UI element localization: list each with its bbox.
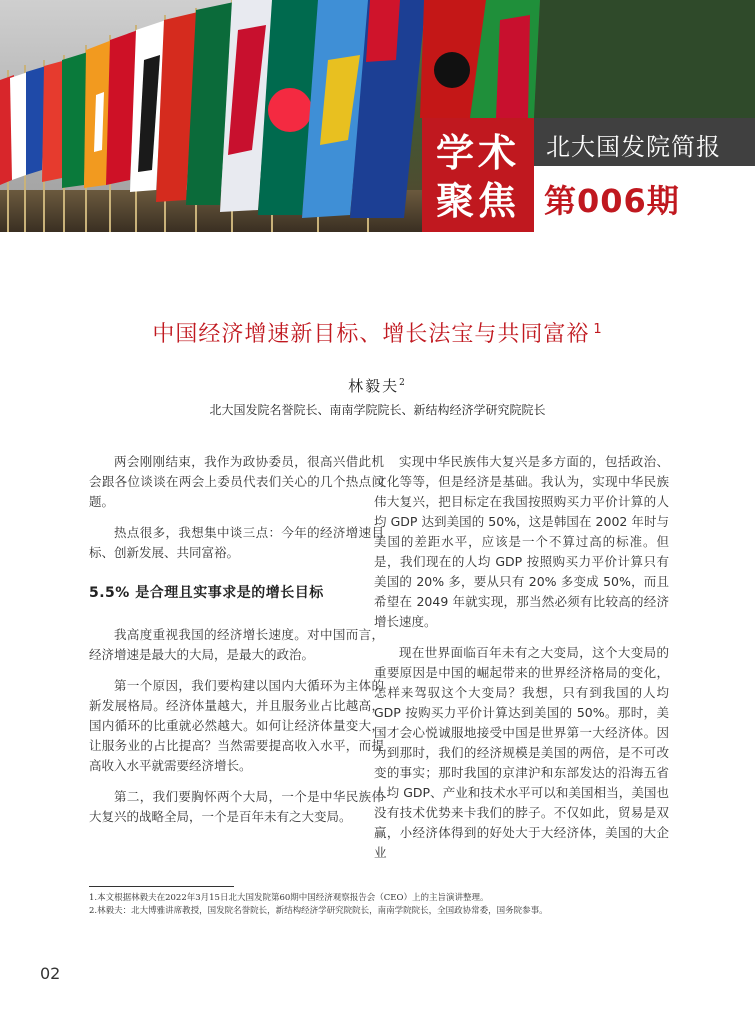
paragraph: 第二，我们要胸怀两个大局，一个是中华民族伟大复兴的战略全局，一个是百年未有之大变局。 [89,789,384,824]
footnote-2: 2.林毅夫：北大博雅讲席教授，国发院名誉院长，新结构经济学研究院院长，南南学院院长，全国政协常委，国务院参事。 [89,906,548,916]
journal-name: 北大国发院简报 [546,133,721,161]
journal-name-bar [534,118,755,166]
section-heading: 5.5% 是合理且实事求是的增长目标 [89,585,324,601]
footnotes [89,892,689,918]
article-title-text: 中国经济增速新目标、增长法宝与共同富裕 [152,322,590,347]
article-author [0,375,755,396]
footnote-1: 1.本文根据林毅夫在2022年3月15日北大国发院第60期中国经济观察报告会（CEO）上的主旨演讲整理。 [89,893,489,903]
article-title [0,317,755,348]
paragraph: 现在世界面临百年未有之大变局，这个大变局的重要原因是中国的崛起带来的世界经济格局的变化，怎样来驾驭这个大变局？我想，只有到我国的人均 GDP 按购买力平价计算达到美国的 50%。那时，美国才会心悦诚服地接受中国是世界第一大经济体。因为到那时，我们的经济规模是美国的两倍，是不可改变的事实；那时我国的京津沪和东部发达的沿海五省人均 GDP、产业和技术水平可以和美国相当，美国也没有技术优势来卡我们的脖子。不仅如此，贸易是双赢，小经济体得到的好处大于大经济体，美国的大企业 [374,645,669,860]
brand-box [422,118,534,232]
paragraph: 第一个原因，我们要构建以国内大循环为主体的新发展格局。经济体量越大，并且服务业占比越高，国内循环的比重就必然越大。如何让经济体量变大，让服务业的占比提高？当然需要提高收入水平，而提高收入水平就需要经济增长。 [89,678,384,773]
brand-line-2: 聚焦 [436,179,521,223]
issue-label: 第006期 [544,182,680,220]
author-footnote-marker: 2 [399,378,407,388]
footnote-divider [89,886,234,887]
right-column [374,452,669,874]
paragraph: 热点很多，我想集中谈三点：今年的经济增速目标、创新发展、共同富裕。 [89,525,384,560]
paragraph: 两会刚刚结束，我作为政协委员，很高兴借此机会跟各位谈谈在两会上委员代表们关心的几个热点问题。 [89,454,384,509]
paragraph: 实现中华民族伟大复兴是多方面的，包括政治、文化等等，但是经济是基础。我认为，实现中华民族伟大复兴，把目标定在我国按照购买力平价计算的人均 GDP 达到美国的 50%，这是韩国在 2002 年时与美国的差距水平，应该是一个不算过高的标准。但是，我们现在的人均 GDP 按照购买力平价计算只有美国的 20% 多，要从只有 20% 多变成 50%，而且希望在 2049 年就实现，那当然必须有比较高的经济增长速度。 [374,454,669,629]
brand-line-1: 学术 [436,131,521,175]
author-affiliation: 北大国发院名誉院长、南南学院院长、新结构经济学研究院院长 [209,403,546,417]
left-column [89,452,384,838]
author-name: 林毅夫 [348,377,400,395]
paragraph: 我高度重视我国的经济增长速度。对中国而言，经济增速是最大的大局，是最大的政治。 [89,627,384,662]
title-footnote-marker: 1 [593,321,603,337]
issue-area [534,166,755,232]
page-number: 02 [40,964,61,983]
